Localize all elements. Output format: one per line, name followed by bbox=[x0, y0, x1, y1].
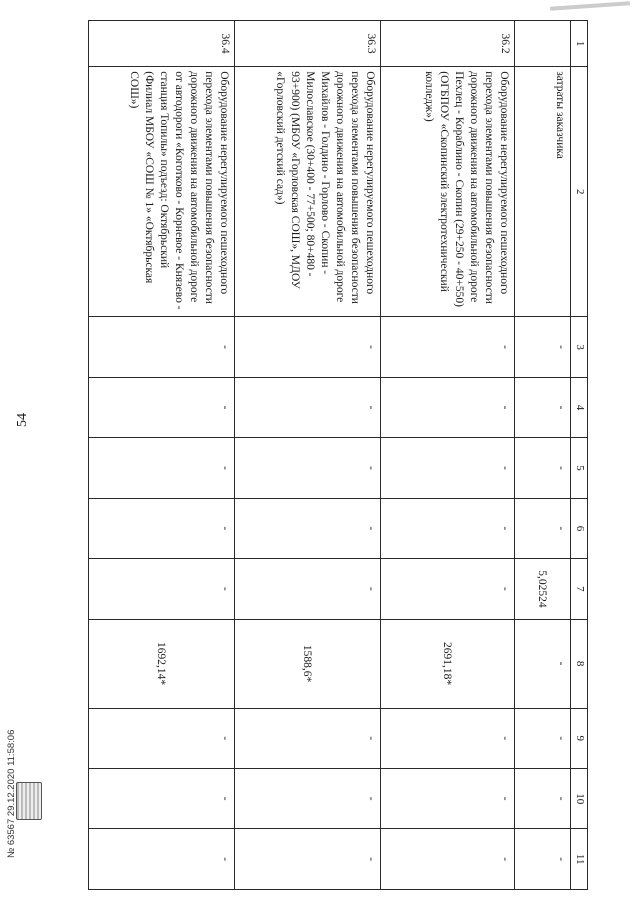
cell-value: - bbox=[234, 829, 380, 890]
cell-value: - bbox=[89, 377, 235, 437]
cell-value: - bbox=[89, 438, 235, 498]
cell-value: - bbox=[234, 377, 380, 437]
stamp-icon bbox=[16, 782, 42, 820]
cell-value: - bbox=[234, 769, 380, 829]
row-description: Оборудование нерегулируемого пешеходного перехода элементами повышения безопасности дорожного движения на автомобильной дороге от автодороги «Коготково - Корневое - Князево - станция Топилы» подъезд: Октябрьский (Филиал МБОУ «СОШ № 1» «Октябрьская СОШ») bbox=[89, 67, 235, 317]
table-row bbox=[89, 21, 235, 890]
cell-value: - bbox=[234, 708, 380, 768]
cell-value: - bbox=[514, 619, 570, 708]
cell-value: - bbox=[514, 317, 570, 377]
cell-value: - bbox=[89, 769, 235, 829]
document-footer: № 63567 29.12.2020 11:58:06 bbox=[6, 729, 17, 858]
header-cell: 2 bbox=[571, 67, 588, 317]
row-id: 36.3 bbox=[234, 21, 380, 67]
cell-value: 5,02524 bbox=[514, 559, 570, 619]
cell-value: - bbox=[380, 559, 514, 619]
cell-value: - bbox=[89, 559, 235, 619]
cell-value: - bbox=[380, 708, 514, 768]
row-description: затраты заказчика bbox=[514, 67, 570, 317]
cell-value: - bbox=[514, 498, 570, 558]
cell-value: - bbox=[89, 498, 235, 558]
header-cell: 4 bbox=[571, 377, 588, 437]
header-cell: 8 bbox=[571, 619, 588, 708]
cell-value: - bbox=[234, 559, 380, 619]
header-cell: 9 bbox=[571, 708, 588, 768]
cell-value: - bbox=[380, 317, 514, 377]
header-cell: 10 bbox=[571, 769, 588, 829]
cell-value: - bbox=[234, 438, 380, 498]
cell-value: - bbox=[514, 708, 570, 768]
table-row bbox=[514, 21, 570, 890]
cell-value: - bbox=[89, 708, 235, 768]
cell-value: - bbox=[514, 438, 570, 498]
row-description: Оборудование нерегулируемого пешеходного перехода элементами повышения безопасности дорожного движения на автомобильной дороге Пехлец - Кораблино - Скопин (29+250 - 40+550) (ОГБПОУ «Скопинский электротехнический колледж») bbox=[380, 67, 514, 317]
row-description: Оборудование нерегулируемого пешеходного перехода элементами повышения безопасности дорожного движения на автомобильной дороге Михайлов - Голдино - Горлово - Скопин - Милославское (30+400 - 77+500; 80+480 - 93+900) (МБОУ «Горловская СОШ», МДОУ «Горловский детский сад») bbox=[234, 67, 380, 317]
table-row bbox=[380, 21, 514, 890]
rotated-table-wrapper bbox=[88, 20, 588, 890]
cell-value: - bbox=[514, 829, 570, 890]
page-number: 54 bbox=[15, 413, 30, 427]
data-table bbox=[88, 20, 588, 890]
row-id bbox=[514, 21, 570, 67]
cell-value: - bbox=[234, 317, 380, 377]
header-cell: 7 bbox=[571, 559, 588, 619]
header-cell: 1 bbox=[571, 21, 588, 67]
cell-value: - bbox=[380, 829, 514, 890]
cell-value: - bbox=[380, 769, 514, 829]
cell-value: - bbox=[380, 438, 514, 498]
cell-value: - bbox=[89, 829, 235, 890]
cell-value: - bbox=[380, 498, 514, 558]
table-row bbox=[234, 21, 380, 890]
header-cell: 3 bbox=[571, 317, 588, 377]
header-cell: 6 bbox=[571, 498, 588, 558]
cell-value: - bbox=[514, 769, 570, 829]
cell-value: - bbox=[234, 498, 380, 558]
cell-value: - bbox=[514, 377, 570, 437]
cell-value: 1692,14* bbox=[89, 619, 235, 708]
cell-value: - bbox=[380, 377, 514, 437]
cell-value: - bbox=[89, 317, 235, 377]
row-id: 36.2 bbox=[380, 21, 514, 67]
cell-value: 1588,6* bbox=[234, 619, 380, 708]
header-row bbox=[571, 21, 588, 890]
header-cell: 11 bbox=[571, 829, 588, 890]
scan-mark bbox=[550, 1, 630, 11]
header-cell: 5 bbox=[571, 438, 588, 498]
cell-value: 2691,18* bbox=[380, 619, 514, 708]
row-id: 36.4 bbox=[89, 21, 235, 67]
